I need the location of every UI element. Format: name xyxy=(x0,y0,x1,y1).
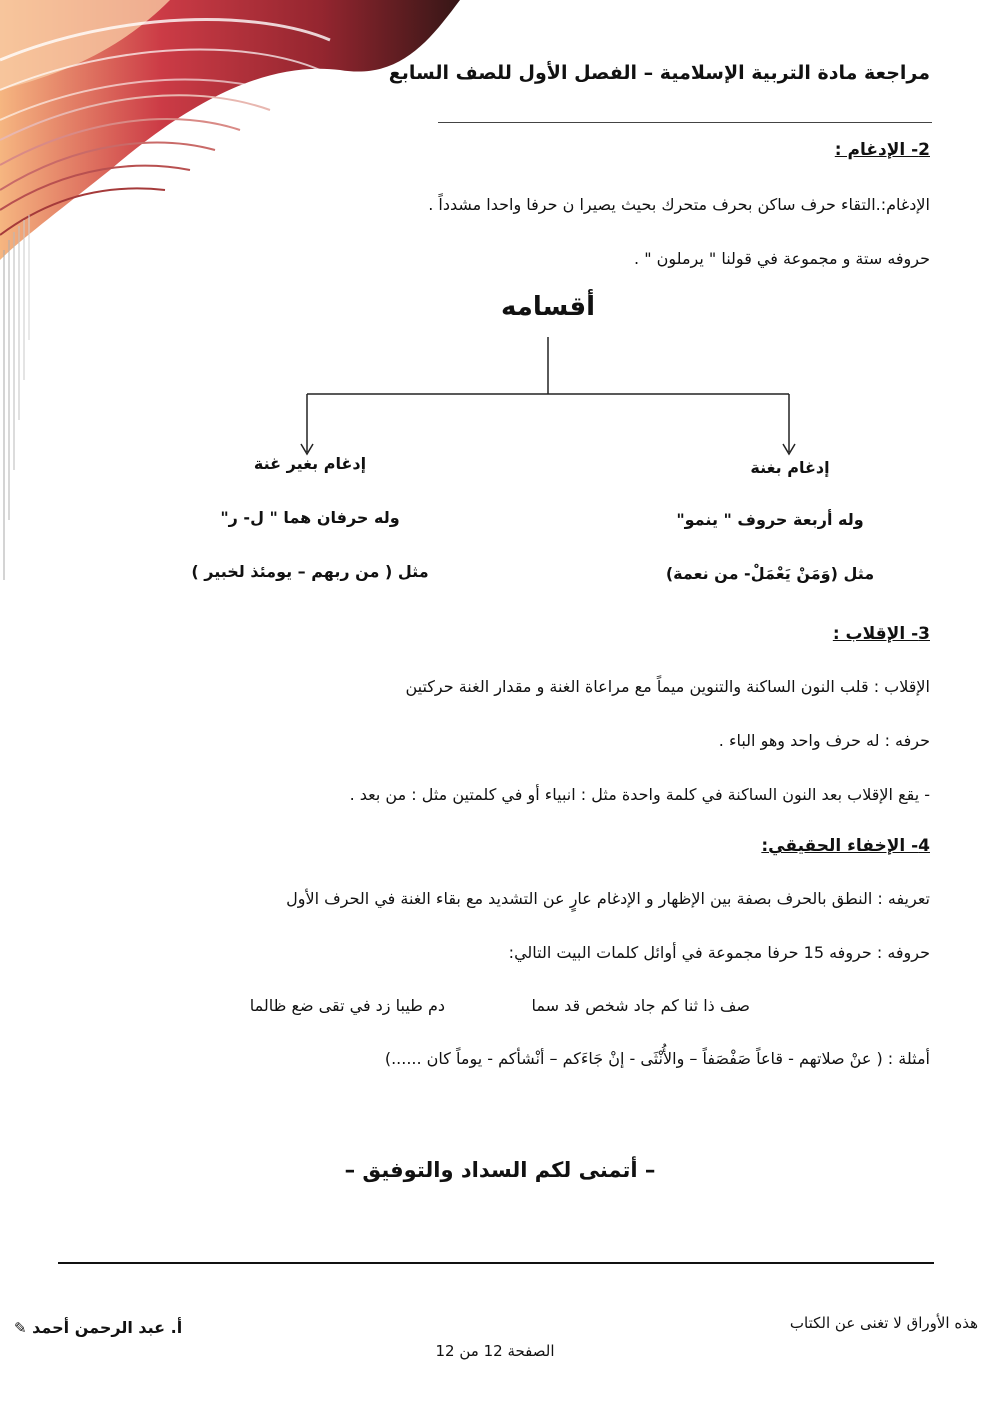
tree-title: أقسامه xyxy=(500,292,596,322)
branch-left-example: مثل ( من ربهم – يومئذ لخبير ) xyxy=(191,562,429,581)
section-heading-iqlab: 3- الإقلاب : xyxy=(832,624,930,644)
header-divider xyxy=(438,122,932,123)
idgham-definition: الإدغام:.التقاء حرف ساكن بحرف متحرك بحيث يصيرا ن حرفا واحدا مشدداً . xyxy=(428,195,930,214)
verse-second-hemistich: دم طيبا زد في تقى ضع ظالما xyxy=(249,996,445,1015)
ikhfaa-letters: حروفه : حروفه 15 حرفا مجموعة في أوائل كلمات البيت التالي: xyxy=(508,943,930,962)
branch-left-title: إدغام بغير غنة xyxy=(253,454,367,473)
section-heading-idgham: 2- الإدغام : xyxy=(834,140,930,160)
idgham-letters: حروفه ستة و مجموعة في قولنا " يرملون " . xyxy=(634,249,930,268)
footer-note: هذه الأوراق لا تغنى عن الكتاب xyxy=(789,1314,978,1332)
branch-right-letters: وله أربعة حروف " ينمو" xyxy=(676,510,864,529)
ikhfaa-definition: تعريفه : النطق بالحرف بصفة بين الإظهار و الإدغام عارٍ عن التشديد مع بقاء الغنة في الحرف الأول xyxy=(286,889,930,908)
pen-icon: ✎ xyxy=(14,1319,27,1337)
page-number: الصفحة 12 من 12 xyxy=(435,1342,555,1360)
iqlab-occurrence: - يقع الإقلاب بعد النون الساكنة في كلمة واحدة مثل : انبياء أو في كلمتين مثل : من بعد . xyxy=(349,785,930,804)
iqlab-definition: الإقلاب : قلب النون الساكنة والتنوين ميماً مع مراعاة الغنة و مقدار الغنة حركتين xyxy=(405,677,930,696)
author-name: أ. عبد الرحمن أحمد xyxy=(32,1318,183,1337)
branch-right-example: مثل (وَمَنْ يَعْمَلْ- من نعمة) xyxy=(665,564,875,583)
footer-divider xyxy=(58,1262,934,1264)
branch-left-letters: وله حرفان هما " ل- ر" xyxy=(220,508,400,527)
section-heading-ikhfaa: 4- الإخفاء الحقيقي: xyxy=(761,836,930,856)
page-header-title: مراجعة مادة التربية الإسلامية – الفصل الأول للصف السابع xyxy=(388,62,930,84)
footer-author xyxy=(14,1318,244,1337)
ikhfaa-examples: أمثلة : ( عنْ صلاتهم - قاعاً صَفْصَفاً – والأُنْثَى - إنْ جَاءَكم – أنْشأكم - يوماً كان ......) xyxy=(384,1049,930,1068)
branch-right-title: إدغام بغنة xyxy=(750,458,830,477)
closing-wish: – أتمنى لكم السداد والتوفيق – xyxy=(344,1158,656,1182)
decorative-ribbon xyxy=(0,0,460,580)
verse-first-hemistich: صف ذا ثنا كم جاد شخص قد سما xyxy=(531,996,750,1015)
iqlab-letter: حرفه : له حرف واحد وهو الباء . xyxy=(718,731,930,750)
